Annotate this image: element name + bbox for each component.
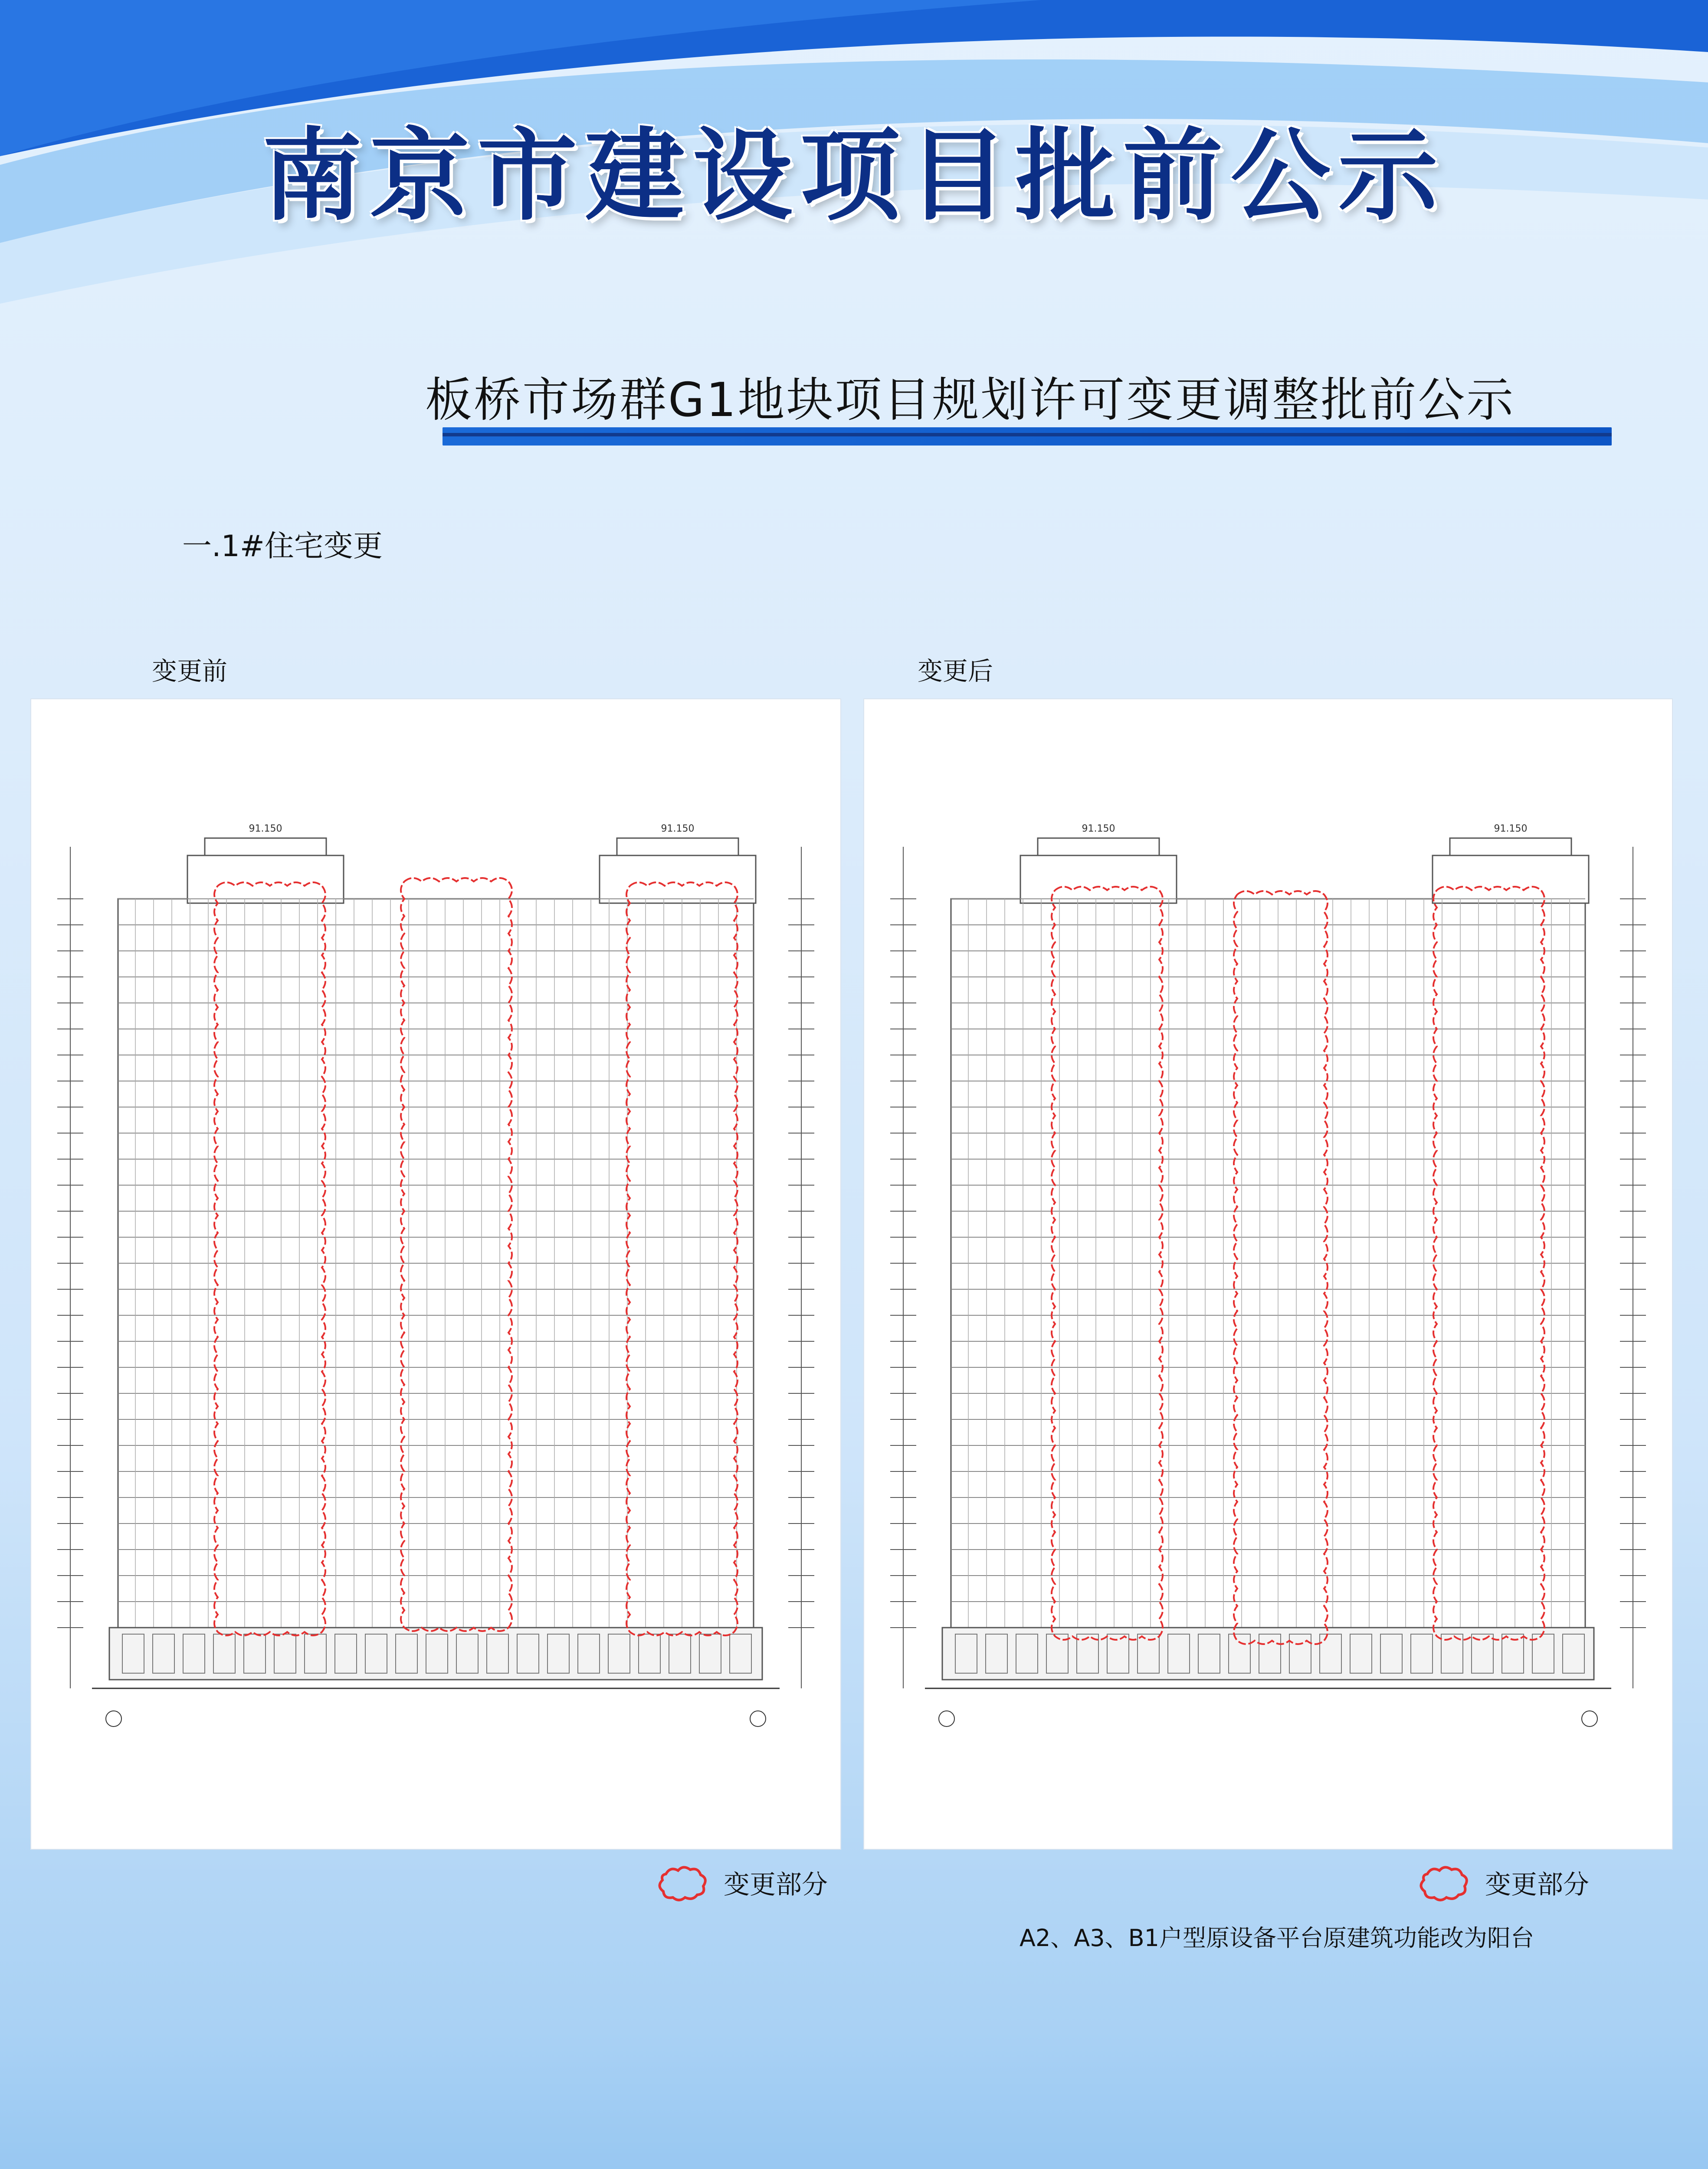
before-label: 变更前	[152, 656, 228, 686]
subtitle-underline-shadow	[443, 433, 1612, 436]
top-elevation-label: 91.150	[1494, 823, 1528, 834]
top-elevation-label: 91.150	[661, 823, 695, 834]
page-title: 南京市建设项目批前公示	[262, 117, 1446, 234]
elevation-drawing-after	[863, 698, 1673, 1850]
revision-cloud-icon	[655, 1863, 711, 1902]
subtitle-underline	[443, 427, 1612, 446]
podium	[109, 1628, 762, 1680]
top-elevation-label: 91.150	[1082, 823, 1115, 834]
roof-block	[600, 855, 756, 903]
change-note: A2、A3、B1户型原设备平台原建筑功能改为阳台	[1020, 1924, 1534, 1952]
legend-before-label: 变更部分	[724, 1870, 828, 1900]
legend-before	[655, 1863, 828, 1902]
building-elevation	[31, 699, 840, 1849]
building-elevation	[864, 699, 1672, 1849]
axis-marker	[106, 1711, 121, 1727]
roof-block	[187, 855, 344, 903]
axis-marker	[750, 1711, 766, 1727]
legend-after-label: 变更部分	[1485, 1870, 1589, 1900]
legend-after	[1416, 1863, 1589, 1902]
revision-cloud-icon	[1416, 1863, 1473, 1902]
section-heading: 一.1#住宅变更	[182, 529, 383, 564]
axis-marker	[939, 1711, 954, 1727]
after-label: 变更后	[918, 656, 993, 686]
notice-subtitle: 板桥市场群G1地块项目规划许可变更调整批前公示	[425, 373, 1515, 427]
top-elevation-label: 91.150	[249, 823, 282, 834]
roof-parapet	[617, 838, 738, 855]
roof-block	[1433, 855, 1589, 903]
roof-parapet	[205, 838, 326, 855]
roof-block	[1020, 855, 1177, 903]
podium	[942, 1628, 1594, 1680]
roof-parapet	[1038, 838, 1159, 855]
roof-parapet	[1450, 838, 1571, 855]
elevation-drawing-before	[30, 698, 841, 1850]
axis-marker	[1582, 1711, 1597, 1727]
